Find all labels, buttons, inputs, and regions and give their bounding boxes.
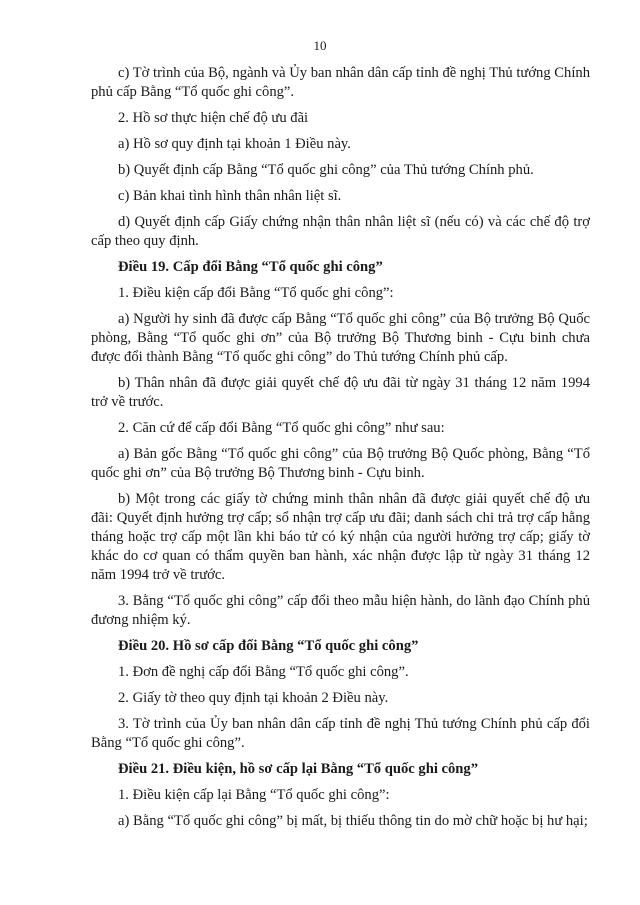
article-heading-20: Điều 20. Hồ sơ cấp đổi Bằng “Tổ quốc ghi công”: [118, 638, 419, 654]
document-body: [91, 64, 590, 838]
paragraph: a) Hồ sơ quy định tại khoản 1 Điều này.: [118, 136, 351, 152]
paragraph: a) Người hy sinh đã được cấp Bằng “Tổ quốc ghi công” của Bộ trưởng Bộ Quốc phòng, Bằng “Tổ quốc ghi ơn” của Bộ trưởng Bộ Thương binh - Cựu binh chưa được đổi thành Bằng “Tổ quốc ghi công” do Thủ tướng Chính phủ cấp.: [91, 311, 590, 365]
article-heading-21: Điều 21. Điều kiện, hồ sơ cấp lại Bằng “Tổ quốc ghi công”: [118, 761, 479, 777]
article-heading-19: Điều 19. Cấp đổi Bằng “Tổ quốc ghi công”: [118, 259, 383, 275]
paragraph: b) Quyết định cấp Bằng “Tổ quốc ghi công” của Thủ tướng Chính phủ.: [118, 162, 534, 178]
paragraph: 1. Đơn đề nghị cấp đổi Bằng “Tổ quốc ghi công”.: [118, 664, 409, 680]
paragraph: c) Tờ trình của Bộ, ngành và Ủy ban nhân dân cấp tỉnh đề nghị Thủ tướng Chính phủ cấp Bằng “Tổ quốc ghi công”.: [91, 65, 590, 100]
paragraph: a) Bằng “Tổ quốc ghi công” bị mất, bị thiếu thông tin do mờ chữ hoặc bị hư hại;: [118, 813, 588, 829]
paragraph: c) Bản khai tình hình thân nhân liệt sĩ.: [118, 188, 342, 204]
page-number: 10: [313, 38, 327, 53]
paragraph: 3. Bằng “Tổ quốc ghi công” cấp đổi theo mẫu hiện hành, do lãnh đạo Chính phủ đương nhiệm ký.: [91, 593, 590, 628]
paragraph: d) Quyết định cấp Giấy chứng nhận thân nhân liệt sĩ (nếu có) và các chế độ trợ cấp theo quy định.: [91, 214, 590, 249]
paragraph: 3. Tờ trình của Ủy ban nhân dân cấp tỉnh đề nghị Thủ tướng Chính phủ cấp đổi Bằng “Tổ quốc ghi công”.: [91, 716, 590, 751]
paragraph: 2. Giấy tờ theo quy định tại khoản 2 Điều này.: [118, 690, 389, 706]
paragraph: 1. Điều kiện cấp lại Bằng “Tổ quốc ghi công”:: [118, 787, 390, 803]
paragraph: 1. Điều kiện cấp đổi Bằng “Tổ quốc ghi công”:: [118, 285, 394, 301]
paragraph: b) Thân nhân đã được giải quyết chế độ ưu đãi từ ngày 31 tháng 12 năm 1994 trở về trước.: [91, 375, 590, 410]
paragraph: 2. Căn cứ để cấp đổi Bằng “Tổ quốc ghi công” như sau:: [118, 420, 445, 436]
paragraph: a) Bản gốc Bằng “Tổ quốc ghi công” của Bộ trưởng Bộ Quốc phòng, Bằng “Tổ quốc ghi ơn” của Bộ trưởng Bộ Thương binh - Cựu binh.: [91, 446, 590, 481]
paragraph: 2. Hồ sơ thực hiện chế độ ưu đãi: [118, 110, 309, 126]
paragraph: b) Một trong các giấy tờ chứng minh thân nhân đã được giải quyết chế độ ưu đãi: Quyết định hưởng trợ cấp; sổ nhận trợ cấp ưu đãi; danh sách chi trả trợ cấp hằng tháng hoặc trợ cấp một lần khi báo tử có ký nhận của người hưởng trợ cấp; giấy tờ khác do cơ quan có thẩm quyền ban hành, xác nhận được lập từ ngày 31 tháng 12 năm 1994 trở về trước.: [91, 491, 590, 583]
